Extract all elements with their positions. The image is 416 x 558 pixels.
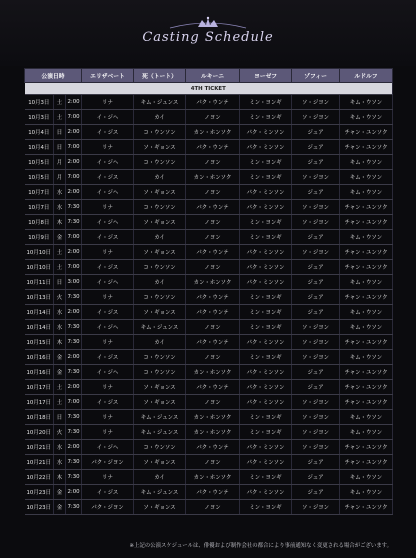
table-row bbox=[25, 470, 393, 485]
cell-day-of-week: 火 bbox=[54, 425, 66, 440]
cell-date: 10月7日 bbox=[25, 200, 54, 215]
cell-joseph-cast: パク・ミンソン bbox=[240, 485, 292, 500]
column-header-lucheni: ルキーニ bbox=[186, 69, 240, 83]
cell-rudolf-cast: チャン・ユンソク bbox=[340, 395, 393, 410]
casting-schedule-table bbox=[24, 68, 393, 515]
cell-date: 10月4日 bbox=[25, 140, 54, 155]
cell-rudolf-cast: キム・ウソン bbox=[340, 425, 393, 440]
cell-rudolf-cast: チャン・ユンソク bbox=[340, 290, 393, 305]
cell-tod-cast: キム・ジュンス bbox=[134, 425, 186, 440]
header bbox=[0, 0, 416, 66]
cell-rudolf-cast: キム・ウソン bbox=[340, 110, 393, 125]
cell-tod-cast: コ・ウンソン bbox=[134, 155, 186, 170]
cell-joseph-cast: ミン・ヨンギ bbox=[240, 350, 292, 365]
cell-elisabeth-cast: リナ bbox=[82, 335, 134, 350]
cell-sophie-cast: ソ・ジヨン bbox=[292, 200, 340, 215]
cell-date: 10月14日 bbox=[25, 305, 54, 320]
cell-elisabeth-cast: リナ bbox=[82, 290, 134, 305]
cell-lucheni-cast: パク・ウンテ bbox=[186, 200, 240, 215]
cell-day-of-week: 土 bbox=[54, 245, 66, 260]
cell-sophie-cast: ジュア bbox=[292, 485, 340, 500]
cell-day-of-week: 水 bbox=[54, 200, 66, 215]
table-row bbox=[25, 410, 393, 425]
cell-date: 10月9日 bbox=[25, 230, 54, 245]
cell-rudolf-cast: キム・ウソン bbox=[340, 155, 393, 170]
cell-time: 2:00 bbox=[66, 380, 82, 395]
cell-time: 2:00 bbox=[66, 95, 82, 110]
column-header-elisabeth: エリザベート bbox=[82, 69, 134, 83]
cell-sophie-cast: ソ・ジヨン bbox=[292, 215, 340, 230]
table-row bbox=[25, 350, 393, 365]
cell-joseph-cast: パク・ミンソン bbox=[240, 185, 292, 200]
cell-lucheni-cast: カン・ホンソク bbox=[186, 125, 240, 140]
cell-day-of-week: 水 bbox=[54, 440, 66, 455]
cell-elisabeth-cast: リナ bbox=[82, 245, 134, 260]
cell-sophie-cast: ジュア bbox=[292, 380, 340, 395]
table-row bbox=[25, 155, 393, 170]
cell-sophie-cast: ソ・ジヨン bbox=[292, 350, 340, 365]
cell-sophie-cast: ジュア bbox=[292, 125, 340, 140]
cell-time: 7:30 bbox=[66, 410, 82, 425]
table-row bbox=[25, 320, 393, 335]
cell-day-of-week: 日 bbox=[54, 125, 66, 140]
cell-rudolf-cast: キム・ウソン bbox=[340, 275, 393, 290]
cell-elisabeth-cast: リナ bbox=[82, 425, 134, 440]
cell-time: 2:00 bbox=[66, 485, 82, 500]
cell-date: 10月14日 bbox=[25, 320, 54, 335]
column-header-date: 公演日時 bbox=[25, 69, 82, 83]
cell-lucheni-cast: ノヨン bbox=[186, 260, 240, 275]
cell-time: 7:00 bbox=[66, 230, 82, 245]
cell-joseph-cast: ミン・ヨンギ bbox=[240, 320, 292, 335]
cell-rudolf-cast: キム・ウソン bbox=[340, 230, 393, 245]
cell-elisabeth-cast: イ・ジヘ bbox=[82, 365, 134, 380]
cell-day-of-week: 水 bbox=[54, 305, 66, 320]
cell-sophie-cast: ジュア bbox=[292, 185, 340, 200]
cell-tod-cast: カイ bbox=[134, 170, 186, 185]
cell-sophie-cast: ソ・ジヨン bbox=[292, 95, 340, 110]
cell-tod-cast: コ・ウンソン bbox=[134, 260, 186, 275]
cell-day-of-week: 木 bbox=[54, 470, 66, 485]
cell-date: 10月5日 bbox=[25, 155, 54, 170]
cell-date: 10月11日 bbox=[25, 275, 54, 290]
cell-date: 10月4日 bbox=[25, 125, 54, 140]
cell-elisabeth-cast: リナ bbox=[82, 95, 134, 110]
cell-date: 10月20日 bbox=[25, 425, 54, 440]
cell-date: 10月15日 bbox=[25, 335, 54, 350]
cell-lucheni-cast: ノヨン bbox=[186, 185, 240, 200]
crown-ornament-icon bbox=[168, 16, 248, 30]
cell-joseph-cast: ミン・ヨンギ bbox=[240, 155, 292, 170]
cell-day-of-week: 土 bbox=[54, 380, 66, 395]
cell-sophie-cast: ソ・ジヨン bbox=[292, 320, 340, 335]
cell-rudolf-cast: キム・ウソン bbox=[340, 470, 393, 485]
cell-tod-cast: キム・ジュンス bbox=[134, 320, 186, 335]
table-header-row bbox=[25, 69, 393, 83]
table-row bbox=[25, 500, 393, 515]
cell-rudolf-cast: キム・ウソン bbox=[340, 305, 393, 320]
cell-date: 10月8日 bbox=[25, 215, 54, 230]
cell-joseph-cast: ミン・ヨンギ bbox=[240, 410, 292, 425]
cell-rudolf-cast: キム・ウソン bbox=[340, 170, 393, 185]
table-row bbox=[25, 185, 393, 200]
cell-elisabeth-cast: リナ bbox=[82, 410, 134, 425]
cell-sophie-cast: ソ・ジヨン bbox=[292, 110, 340, 125]
cell-lucheni-cast: パク・ウンテ bbox=[186, 245, 240, 260]
cell-day-of-week: 月 bbox=[54, 155, 66, 170]
cell-tod-cast: カイ bbox=[134, 230, 186, 245]
cell-date: 10月23日 bbox=[25, 500, 54, 515]
cell-tod-cast: ソ・ギョンス bbox=[134, 215, 186, 230]
cell-time: 7:00 bbox=[66, 170, 82, 185]
cell-elisabeth-cast: イ・ジヘ bbox=[82, 110, 134, 125]
cell-lucheni-cast: ノヨン bbox=[186, 320, 240, 335]
cell-sophie-cast: ジュア bbox=[292, 260, 340, 275]
cell-sophie-cast: ソ・ジヨン bbox=[292, 440, 340, 455]
cell-lucheni-cast: パク・ウンテ bbox=[186, 485, 240, 500]
cell-sophie-cast: ソ・ジヨン bbox=[292, 245, 340, 260]
cell-time: 7:30 bbox=[66, 365, 82, 380]
cell-joseph-cast: ミン・ヨンギ bbox=[240, 95, 292, 110]
cell-joseph-cast: パク・ミンソン bbox=[240, 260, 292, 275]
cell-elisabeth-cast: パク・ジヨン bbox=[82, 500, 134, 515]
cell-rudolf-cast: キム・ウソン bbox=[340, 350, 393, 365]
cell-elisabeth-cast: イ・ジヘ bbox=[82, 155, 134, 170]
cell-lucheni-cast: ノヨン bbox=[186, 350, 240, 365]
cell-joseph-cast: パク・ミンソン bbox=[240, 125, 292, 140]
cell-lucheni-cast: ノヨン bbox=[186, 230, 240, 245]
cell-rudolf-cast: キム・ウソン bbox=[340, 320, 393, 335]
table-row bbox=[25, 125, 393, 140]
cell-rudolf-cast: チャン・ユンソク bbox=[340, 200, 393, 215]
cell-time: 7:00 bbox=[66, 260, 82, 275]
footnote: ※上記の公演スケジュールは、俳優および制作会社の都合により事前通知なく変更される場合がございます。 bbox=[129, 543, 392, 549]
cell-tod-cast: ソ・ギョンス bbox=[134, 380, 186, 395]
cell-tod-cast: キム・ジュンス bbox=[134, 95, 186, 110]
cell-elisabeth-cast: リナ bbox=[82, 200, 134, 215]
page-title: Casting Schedule bbox=[142, 30, 274, 45]
ticket-section-label: 4TH TICKET bbox=[25, 83, 393, 95]
cell-day-of-week: 火 bbox=[54, 290, 66, 305]
cell-elisabeth-cast: イ・ジス bbox=[82, 485, 134, 500]
cell-tod-cast: コ・ウンソン bbox=[134, 350, 186, 365]
cell-elisabeth-cast: イ・ジス bbox=[82, 125, 134, 140]
cell-rudolf-cast: チャン・ユンソク bbox=[340, 380, 393, 395]
cell-date: 10月17日 bbox=[25, 395, 54, 410]
cell-elisabeth-cast: イ・ジヘ bbox=[82, 440, 134, 455]
table-row bbox=[25, 260, 393, 275]
cell-time: 2:00 bbox=[66, 155, 82, 170]
table-row bbox=[25, 380, 393, 395]
cell-date: 10月3日 bbox=[25, 95, 54, 110]
cell-date: 10月7日 bbox=[25, 185, 54, 200]
cell-date: 10月16日 bbox=[25, 350, 54, 365]
cell-lucheni-cast: ノヨン bbox=[186, 455, 240, 470]
cell-time: 7:00 bbox=[66, 140, 82, 155]
cell-lucheni-cast: カン・ホンソク bbox=[186, 365, 240, 380]
table-row bbox=[25, 425, 393, 440]
cell-time: 7:30 bbox=[66, 470, 82, 485]
cell-tod-cast: ソ・ギョンス bbox=[134, 500, 186, 515]
cell-date: 10月18日 bbox=[25, 410, 54, 425]
cell-rudolf-cast: チャン・ユンソク bbox=[340, 455, 393, 470]
cell-tod-cast: コ・ウンソン bbox=[134, 290, 186, 305]
cell-sophie-cast: ジュア bbox=[292, 140, 340, 155]
cell-tod-cast: コ・ウンソン bbox=[134, 365, 186, 380]
cell-time: 7:30 bbox=[66, 200, 82, 215]
cell-joseph-cast: ミン・ヨンギ bbox=[240, 170, 292, 185]
cell-time: 7:30 bbox=[66, 335, 82, 350]
cell-joseph-cast: パク・ミンソン bbox=[240, 245, 292, 260]
cell-tod-cast: ソ・ギョンス bbox=[134, 305, 186, 320]
cell-date: 10月13日 bbox=[25, 290, 54, 305]
cell-time: 7:30 bbox=[66, 290, 82, 305]
cell-day-of-week: 木 bbox=[54, 215, 66, 230]
cell-joseph-cast: パク・ミンソン bbox=[240, 140, 292, 155]
cell-joseph-cast: ミン・ヨンギ bbox=[240, 425, 292, 440]
table-row bbox=[25, 245, 393, 260]
cell-tod-cast: ソ・ギョンス bbox=[134, 395, 186, 410]
cell-elisabeth-cast: イ・ジス bbox=[82, 350, 134, 365]
cell-day-of-week: 日 bbox=[54, 275, 66, 290]
cell-sophie-cast: ジュア bbox=[292, 305, 340, 320]
cell-joseph-cast: パク・ミンソン bbox=[240, 335, 292, 350]
cell-tod-cast: コ・ウンソン bbox=[134, 200, 186, 215]
column-header-tod: 死（トート） bbox=[134, 69, 186, 83]
cell-date: 10月10日 bbox=[25, 245, 54, 260]
column-header-rudolf: ルドルフ bbox=[340, 69, 393, 83]
cell-date: 10月17日 bbox=[25, 380, 54, 395]
cell-date: 10月21日 bbox=[25, 440, 54, 455]
cell-day-of-week: 月 bbox=[54, 170, 66, 185]
cell-elisabeth-cast: イ・ジヘ bbox=[82, 215, 134, 230]
table-row bbox=[25, 170, 393, 185]
table-row bbox=[25, 215, 393, 230]
cell-elisabeth-cast: イ・ジヘ bbox=[82, 320, 134, 335]
cell-day-of-week: 金 bbox=[54, 230, 66, 245]
cell-sophie-cast: ジュア bbox=[292, 230, 340, 245]
cell-rudolf-cast: キム・ウソン bbox=[340, 485, 393, 500]
cell-tod-cast: ソ・ギョンス bbox=[134, 245, 186, 260]
cell-time: 3:00 bbox=[66, 275, 82, 290]
cell-sophie-cast: ソ・ジヨン bbox=[292, 410, 340, 425]
cell-lucheni-cast: カン・ホンソク bbox=[186, 410, 240, 425]
table-row bbox=[25, 110, 393, 125]
cell-joseph-cast: パク・ミンソン bbox=[240, 275, 292, 290]
cell-tod-cast: カイ bbox=[134, 275, 186, 290]
cell-rudolf-cast: チャン・ユンソク bbox=[340, 215, 393, 230]
cell-day-of-week: 水 bbox=[54, 320, 66, 335]
cell-lucheni-cast: カン・ホンソク bbox=[186, 425, 240, 440]
cell-time: 7:30 bbox=[66, 500, 82, 515]
cell-rudolf-cast: キム・ウソン bbox=[340, 410, 393, 425]
cell-elisabeth-cast: イ・ジス bbox=[82, 260, 134, 275]
cell-rudolf-cast: チャン・ユンソク bbox=[340, 125, 393, 140]
cell-day-of-week: 土 bbox=[54, 110, 66, 125]
cell-sophie-cast: ソ・ジヨン bbox=[292, 170, 340, 185]
cell-time: 7:30 bbox=[66, 320, 82, 335]
cell-date: 10月16日 bbox=[25, 365, 54, 380]
cell-lucheni-cast: パク・ウンテ bbox=[186, 335, 240, 350]
cell-rudolf-cast: チャン・ユンソク bbox=[340, 260, 393, 275]
cell-day-of-week: 日 bbox=[54, 140, 66, 155]
cell-lucheni-cast: カン・ホンソク bbox=[186, 470, 240, 485]
cell-tod-cast: コ・ウンソン bbox=[134, 440, 186, 455]
cell-sophie-cast: ジュア bbox=[292, 155, 340, 170]
cell-rudolf-cast: チャン・ユンソク bbox=[340, 440, 393, 455]
cell-joseph-cast: ミン・ヨンギ bbox=[240, 110, 292, 125]
cell-sophie-cast: ソ・ジヨン bbox=[292, 395, 340, 410]
table-row bbox=[25, 200, 393, 215]
cell-sophie-cast: ジュア bbox=[292, 365, 340, 380]
cell-elisabeth-cast: イ・ジス bbox=[82, 230, 134, 245]
cell-rudolf-cast: チャン・ユンソク bbox=[340, 365, 393, 380]
cell-joseph-cast: パク・ミンソン bbox=[240, 365, 292, 380]
cell-elisabeth-cast: イ・ジス bbox=[82, 305, 134, 320]
cell-joseph-cast: パク・ミンソン bbox=[240, 200, 292, 215]
cell-time: 2:00 bbox=[66, 305, 82, 320]
cell-sophie-cast: ソ・ジヨン bbox=[292, 500, 340, 515]
table-row bbox=[25, 305, 393, 320]
table-row bbox=[25, 455, 393, 470]
cell-date: 10月23日 bbox=[25, 485, 54, 500]
cell-tod-cast: カイ bbox=[134, 335, 186, 350]
table-row bbox=[25, 485, 393, 500]
cell-day-of-week: 日 bbox=[54, 410, 66, 425]
cell-date: 10月3日 bbox=[25, 110, 54, 125]
cell-tod-cast: ソ・ギョンス bbox=[134, 185, 186, 200]
cell-sophie-cast: ソ・ジヨン bbox=[292, 425, 340, 440]
cell-tod-cast: ソ・ギョンス bbox=[134, 140, 186, 155]
cell-date: 10月5日 bbox=[25, 170, 54, 185]
cell-joseph-cast: ミン・ヨンギ bbox=[240, 215, 292, 230]
table-row bbox=[25, 365, 393, 380]
cell-date: 10月10日 bbox=[25, 260, 54, 275]
cell-time: 7:00 bbox=[66, 110, 82, 125]
table-row bbox=[25, 335, 393, 350]
cell-joseph-cast: ミン・ヨンギ bbox=[240, 230, 292, 245]
cell-time: 2:00 bbox=[66, 125, 82, 140]
column-header-sophie: ゾフィー bbox=[292, 69, 340, 83]
cell-lucheni-cast: ノヨン bbox=[186, 395, 240, 410]
cell-lucheni-cast: ノヨン bbox=[186, 110, 240, 125]
cell-lucheni-cast: パク・ウンテ bbox=[186, 95, 240, 110]
cell-time: 2:00 bbox=[66, 185, 82, 200]
table-row bbox=[25, 140, 393, 155]
cell-lucheni-cast: パク・ウンテ bbox=[186, 290, 240, 305]
cell-tod-cast: ソ・ギョンス bbox=[134, 455, 186, 470]
table-row bbox=[25, 230, 393, 245]
cell-day-of-week: 金 bbox=[54, 365, 66, 380]
cell-lucheni-cast: パク・ウンテ bbox=[186, 305, 240, 320]
cell-joseph-cast: ミン・ヨンギ bbox=[240, 500, 292, 515]
cell-time: 2:00 bbox=[66, 440, 82, 455]
cell-lucheni-cast: ノヨン bbox=[186, 215, 240, 230]
cell-joseph-cast: パク・ミンソン bbox=[240, 440, 292, 455]
cell-joseph-cast: パク・ミンソン bbox=[240, 455, 292, 470]
column-header-joseph: ヨーゼフ bbox=[240, 69, 292, 83]
cell-elisabeth-cast: イ・ジヘ bbox=[82, 185, 134, 200]
cell-rudolf-cast: チャン・ユンソク bbox=[340, 500, 393, 515]
ticket-section-row bbox=[25, 83, 393, 95]
cell-lucheni-cast: カン・ホンソク bbox=[186, 170, 240, 185]
cell-day-of-week: 土 bbox=[54, 260, 66, 275]
cell-lucheni-cast: パク・ウンテ bbox=[186, 380, 240, 395]
cell-joseph-cast: パク・ミンソン bbox=[240, 380, 292, 395]
cell-day-of-week: 土 bbox=[54, 395, 66, 410]
cell-lucheni-cast: カン・ホンソク bbox=[186, 275, 240, 290]
cell-lucheni-cast: ノヨン bbox=[186, 500, 240, 515]
cell-elisabeth-cast: イ・ジヘ bbox=[82, 275, 134, 290]
cell-rudolf-cast: チャン・ユンソク bbox=[340, 245, 393, 260]
cell-joseph-cast: ミン・ヨンギ bbox=[240, 470, 292, 485]
cell-day-of-week: 木 bbox=[54, 335, 66, 350]
cell-day-of-week: 金 bbox=[54, 485, 66, 500]
cell-joseph-cast: ミン・ヨンギ bbox=[240, 305, 292, 320]
cell-elisabeth-cast: リナ bbox=[82, 380, 134, 395]
cell-sophie-cast: ジュア bbox=[292, 290, 340, 305]
cell-day-of-week: 水 bbox=[54, 455, 66, 470]
cell-elisabeth-cast: イ・ジス bbox=[82, 395, 134, 410]
cell-time: 7:30 bbox=[66, 425, 82, 440]
table-row bbox=[25, 290, 393, 305]
cell-day-of-week: 水 bbox=[54, 185, 66, 200]
cell-date: 10月22日 bbox=[25, 470, 54, 485]
cell-sophie-cast: ジュア bbox=[292, 470, 340, 485]
cell-sophie-cast: ジュア bbox=[292, 275, 340, 290]
cell-tod-cast: キム・ジュンス bbox=[134, 485, 186, 500]
cell-lucheni-cast: ノヨン bbox=[186, 155, 240, 170]
cell-lucheni-cast: パク・ウンテ bbox=[186, 140, 240, 155]
cell-day-of-week: 土 bbox=[54, 95, 66, 110]
cell-time: 2:00 bbox=[66, 245, 82, 260]
cell-tod-cast: コ・ウンソン bbox=[134, 125, 186, 140]
cell-rudolf-cast: キム・ウソン bbox=[340, 95, 393, 110]
cell-elisabeth-cast: リナ bbox=[82, 470, 134, 485]
cell-tod-cast: キム・ジュンス bbox=[134, 410, 186, 425]
table-row bbox=[25, 440, 393, 455]
cell-lucheni-cast: パク・ウンテ bbox=[186, 440, 240, 455]
cell-day-of-week: 金 bbox=[54, 350, 66, 365]
cell-joseph-cast: パク・ミンソン bbox=[240, 395, 292, 410]
cell-sophie-cast: ジュア bbox=[292, 455, 340, 470]
cell-elisabeth-cast: リナ bbox=[82, 140, 134, 155]
cell-time: 7:30 bbox=[66, 455, 82, 470]
cell-rudolf-cast: チャン・ユンソク bbox=[340, 335, 393, 350]
cell-rudolf-cast: キム・ウソン bbox=[340, 185, 393, 200]
cell-time: 7:30 bbox=[66, 215, 82, 230]
cell-elisabeth-cast: パク・ジヨン bbox=[82, 455, 134, 470]
cell-time: 7:00 bbox=[66, 395, 82, 410]
cell-elisabeth-cast: イ・ジス bbox=[82, 170, 134, 185]
cell-sophie-cast: ソ・ジヨン bbox=[292, 335, 340, 350]
cell-tod-cast: カイ bbox=[134, 110, 186, 125]
cell-tod-cast: カイ bbox=[134, 470, 186, 485]
cell-date: 10月21日 bbox=[25, 455, 54, 470]
table-row bbox=[25, 395, 393, 410]
cell-day-of-week: 金 bbox=[54, 500, 66, 515]
table-row bbox=[25, 275, 393, 290]
cell-time: 2:00 bbox=[66, 350, 82, 365]
table-row bbox=[25, 95, 393, 110]
cell-rudolf-cast: チャン・ユンソク bbox=[340, 140, 393, 155]
cell-joseph-cast: ミン・ヨンギ bbox=[240, 290, 292, 305]
